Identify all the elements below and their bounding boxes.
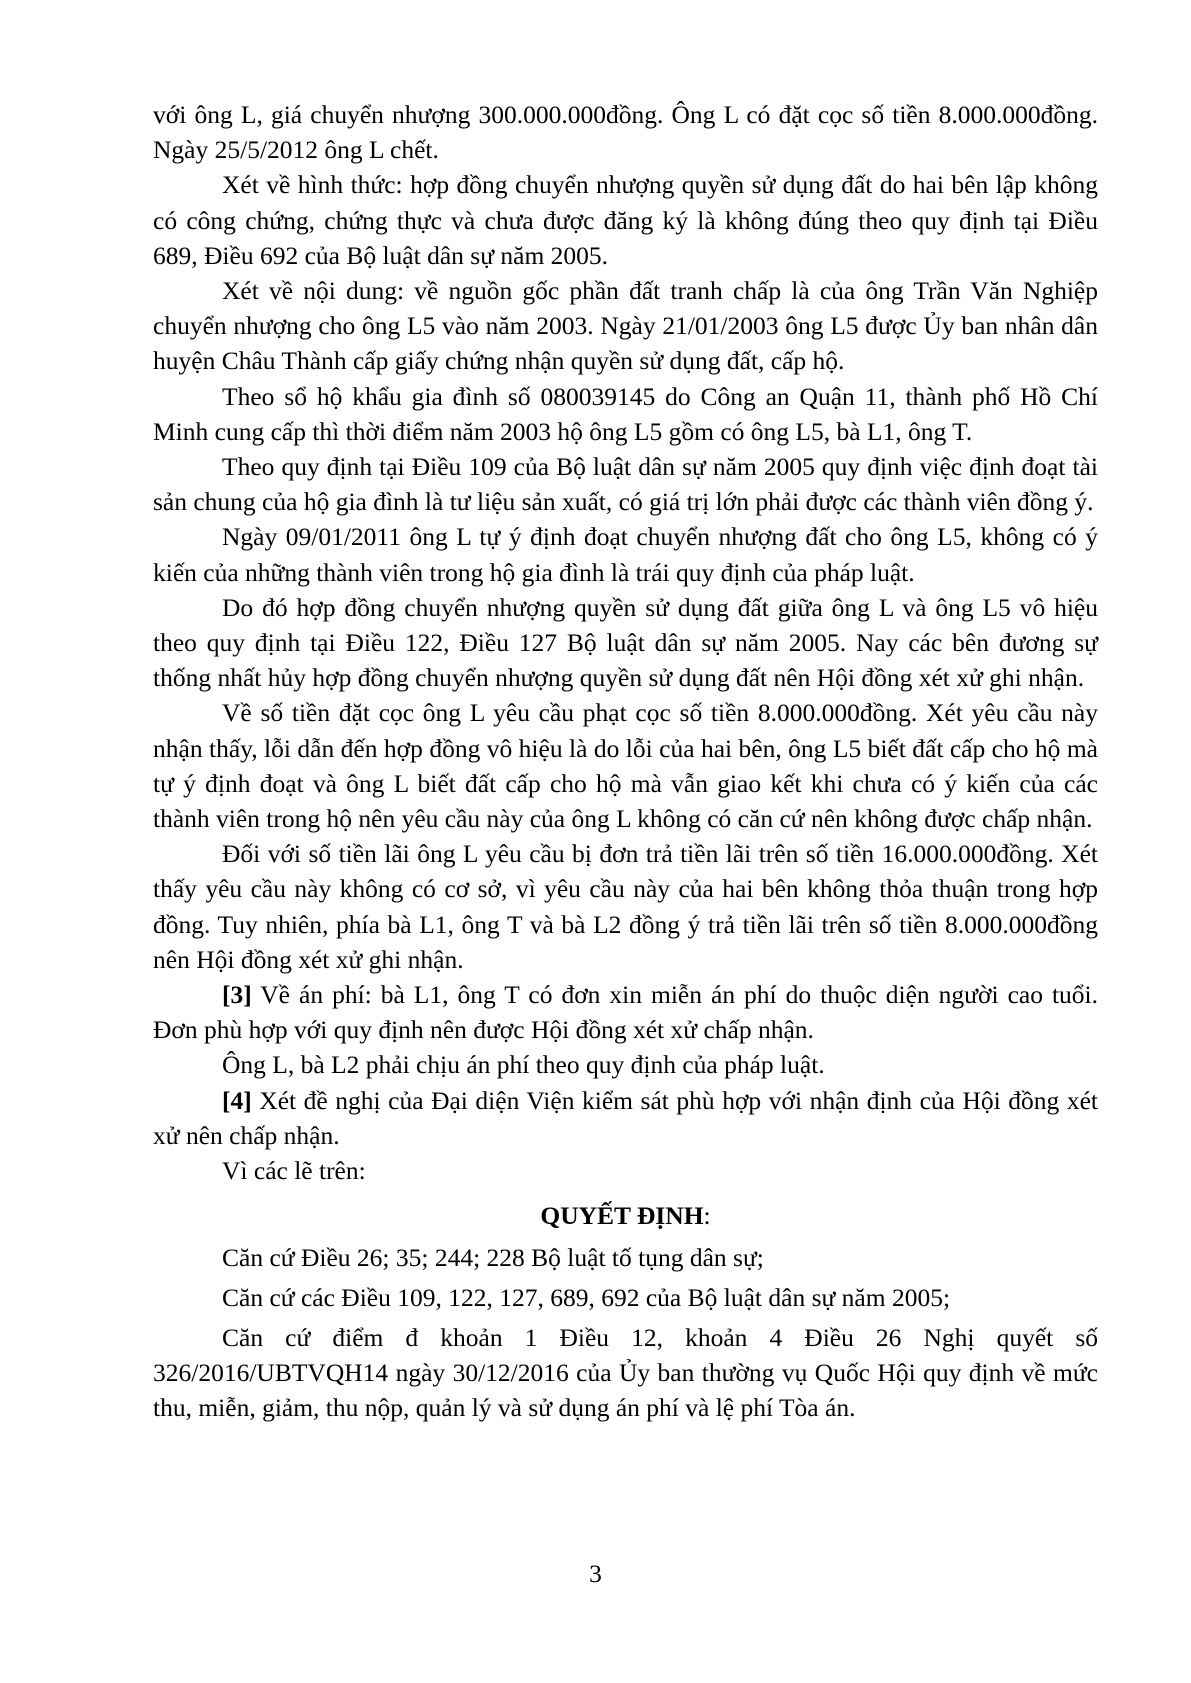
- paragraph-article-109: Theo quy định tại Điều 109 của Bộ luật dân sự năm 2005 quy định việc định đoạt tài sản chung của hộ gia đình là tư liệu sản xuất, có giá trị lớn phải được các thành viên đồng ý.: [153, 452, 1098, 517]
- paragraph-court-fee: [153, 977, 1098, 1047]
- paragraph-reasons: Vì các lẽ trên:: [222, 1156, 366, 1186]
- page-number: 3: [589, 1559, 602, 1588]
- section-number-4: [4]: [222, 1085, 252, 1115]
- legal-basis-item: Căn cứ Điều 26; 35; 244; 228 Bộ luật tố tụng dân sự;: [222, 1242, 764, 1272]
- paragraph-deposit: Về số tiền đặt cọc ông L yêu cầu phạt cọc số tiền 8.000.000đồng. Xét yêu cầu này nhận thấy, lỗi dẫn đến hợp đồng vô hiệu là do lỗi của hai bên, ông L5 biết đất cấp cho hộ mà tự ý định đoạt và ông L biết đất cấp cho hộ mà vẫn giao kết khi chưa có ý kiến của các thành viên trong hộ nên yêu cầu này của ông L không có căn cứ nên không được chấp nhận.: [153, 698, 1098, 834]
- paragraph-interest: Đối với số tiền lãi ông L yêu cầu bị đơn trả tiền lãi trên số tiền 16.000.000đồng. Xét thấy yêu cầu này không có cơ sở, vì yêu cầu này của hai bên không thỏa thuận trong hợp đồng. Tuy nhiên, phía bà L1, ông T và bà L2 đồng ý trả tiền lãi trên số tiền 8.000.000đồng nên Hội đồng xét xử ghi nhận.: [153, 839, 1098, 974]
- paragraph-content-review: Xét về nội dung: về nguồn gốc phần đất tranh chấp là của ông Trần Văn Nghiệp chuyển nhượng cho ông L5 vào năm 2003. Ngày 21/01/2003 ông L5 được Ủy ban nhân dân huyện Châu Thành cấp giấy chứng nhận quyền sử dụng đất, cấp hộ.: [153, 276, 1098, 376]
- section-number-3: [3]: [222, 980, 252, 1010]
- legal-basis-item: Căn cứ điểm đ khoản 1 Điều 12, khoản 4 Điều 26 Nghị quyết số 326/2016/UBTVQH14 ngày 30/12/2016 của Ủy ban thường vụ Quốc Hội quy định về mức thu, miễn, giảm, thu nộp, quản lý và sử dụng án phí và lệ phí Tòa án.: [153, 1322, 1098, 1423]
- decision-colon: :: [703, 1201, 711, 1231]
- decision-title: QUYẾT ĐỊNH: [540, 1201, 704, 1231]
- court-fee-text: Về án phí: bà L1, ông T có đơn xin miễn án phí do thuộc diện người cao tuổi. Đơn phù hợp với quy định nên được Hội đồng xét xử chấp nhận.: [153, 980, 1098, 1045]
- decision-heading: [153, 1198, 1098, 1233]
- legal-basis-item: Căn cứ các Điều 109, 122, 127, 689, 692 của Bộ luật dân sự năm 2005;: [222, 1282, 951, 1312]
- procuracy-text: Xét đề nghị của Đại diện Viện kiểm sát phù hợp với nhận định của Hội đồng xét xử nên chấp nhận.: [153, 1085, 1098, 1150]
- paragraph-form-review: Xét về hình thức: hợp đồng chuyển nhượng quyền sử dụng đất do hai bên lập không có công chứng, chứng thực và chưa được đăng ký là không đúng theo quy định tại Điều 689, Điều 692 của Bộ luật dân sự năm 2005.: [153, 170, 1098, 270]
- document-body: [153, 97, 1098, 1426]
- paragraph-transfer-date: Ngày 09/01/2011 ông L tự ý định đoạt chuyển nhượng đất cho ông L5, không có ý kiến của những thành viên trong hộ gia đình là trái quy định của pháp luật.: [153, 522, 1098, 587]
- paragraph-procuracy: [153, 1083, 1098, 1153]
- paragraph-fee-liability: Ông L, bà L2 phải chịu án phí theo quy định của pháp luật.: [222, 1050, 825, 1080]
- paragraph-household-registry: Theo sổ hộ khẩu gia đình số 080039145 do Công an Quận 11, thành phố Hồ Chí Minh cung cấp thì thời điểm năm 2003 hộ ông L5 gồm có ông L5, bà L1, ông T.: [153, 381, 1098, 446]
- paragraph-contract-invalid: Do đó hợp đồng chuyển nhượng quyền sử dụng đất giữa ông L và ông L5 vô hiệu theo quy định tại Điều 122, Điều 127 Bộ luật dân sự năm 2005. Nay các bên đương sự thống nhất hủy hợp đồng chuyển nhượng quyền sử dụng đất nên Hội đồng xét xử ghi nhận.: [153, 592, 1098, 693]
- paragraph-continuation: với ông L, giá chuyển nhượng 300.000.000đồng. Ông L có đặt cọc số tiền 8.000.000đồng. Ngày 25/5/2012 ông L chết.: [153, 100, 1098, 165]
